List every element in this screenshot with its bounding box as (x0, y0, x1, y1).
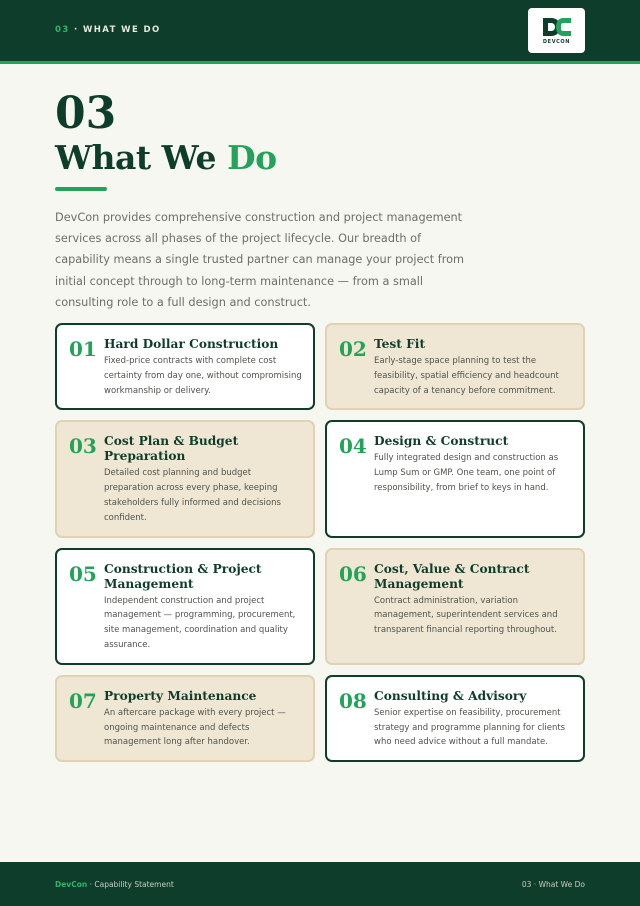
service-number: 05 (69, 561, 97, 586)
service-body (104, 434, 303, 525)
page-footer (0, 862, 640, 906)
service-number: 04 (339, 434, 367, 459)
service-body (374, 434, 573, 495)
service-title: Construction & Project Management (104, 561, 262, 591)
service-title: Hard Dollar Construction (104, 337, 279, 351)
section-eyebrow (55, 25, 161, 35)
intro-paragraph: DevCon provides comprehensive construction and project management services across all phases of the project lifecycle. Our breadth of capability means a single trusted partner can manage your project from initial concept through to long-term maintenance — from a small consulting role to a full design and construct. (55, 211, 465, 309)
service-description: Fully integrated design and construction as Lump Sum or GMP. One team, one point of responsibility, from brief to keys in hand. (374, 453, 559, 493)
title-underline (55, 187, 107, 191)
service-body (104, 337, 303, 398)
section-eyebrow-label: WHAT WE DO (83, 25, 161, 35)
service-title: Test Fit (374, 337, 426, 351)
service-description: Early-stage space planning to test the feasibility, spatial efficiency and headcount capacity of a tenancy before commitment. (374, 356, 559, 396)
footer-doc-title: · Capability Statement (87, 880, 174, 889)
service-card (55, 675, 315, 762)
service-body (104, 562, 303, 653)
service-body (374, 562, 573, 638)
page-title-main: What We (55, 138, 228, 177)
service-number: 06 (339, 561, 367, 586)
service-card (325, 675, 585, 762)
service-number: 01 (69, 337, 97, 361)
service-description: Detailed cost planning and budget preparation across every phase, keeping stakeholders fully informed and decisions confident. (104, 468, 281, 523)
section-eyebrow-separator: · (69, 25, 83, 35)
service-card (325, 323, 585, 410)
devcon-logo-icon (541, 16, 573, 38)
section-number: 03 (55, 88, 117, 139)
service-description: Fixed-price contracts with complete cost certainty from day one, without compromising workmanship or delivery. (104, 356, 302, 396)
service-number: 08 (339, 688, 367, 713)
footer-page-label: 03 · What We Do (521, 880, 585, 889)
service-title: Cost Plan & Budget Preparation (104, 434, 239, 464)
service-card (325, 548, 585, 665)
page-header (0, 0, 640, 64)
footer-brand: DevCon (55, 880, 88, 889)
service-description: Contract administration, variation management, superintendent services and transparent financial reporting throughout. (374, 595, 558, 636)
logo-wordmark: DEVCON (542, 39, 571, 45)
service-title: Consulting & Advisory (374, 688, 527, 703)
service-number: 02 (339, 337, 367, 361)
section-eyebrow-number: 03 (55, 25, 70, 35)
service-card (55, 548, 315, 665)
service-description: Independent construction and project management — programming, procurement, site management, coordination and quality assurance. (104, 595, 296, 650)
footer-left (55, 880, 174, 889)
service-number: 07 (69, 688, 97, 713)
page-title (55, 138, 277, 178)
service-card (55, 323, 315, 410)
service-number: 03 (69, 434, 97, 459)
service-body (374, 337, 573, 398)
service-body (374, 689, 573, 750)
service-title: Cost, Value & Contract Management (374, 561, 530, 591)
service-title: Property Maintenance (104, 688, 257, 703)
service-card (325, 420, 585, 537)
services-grid (55, 323, 586, 762)
service-card (55, 420, 315, 537)
page-title-accent: Do (227, 138, 277, 177)
devcon-logo (528, 8, 585, 53)
service-description: Senior expertise on feasibility, procurement strategy and programme planning for clients who need advice without a full mandate. (374, 707, 566, 748)
service-body (104, 689, 303, 750)
service-description: An aftercare package with every project — ongoing maintenance and defects management long after handover. (104, 707, 286, 748)
service-title: Design & Construct (374, 434, 509, 449)
